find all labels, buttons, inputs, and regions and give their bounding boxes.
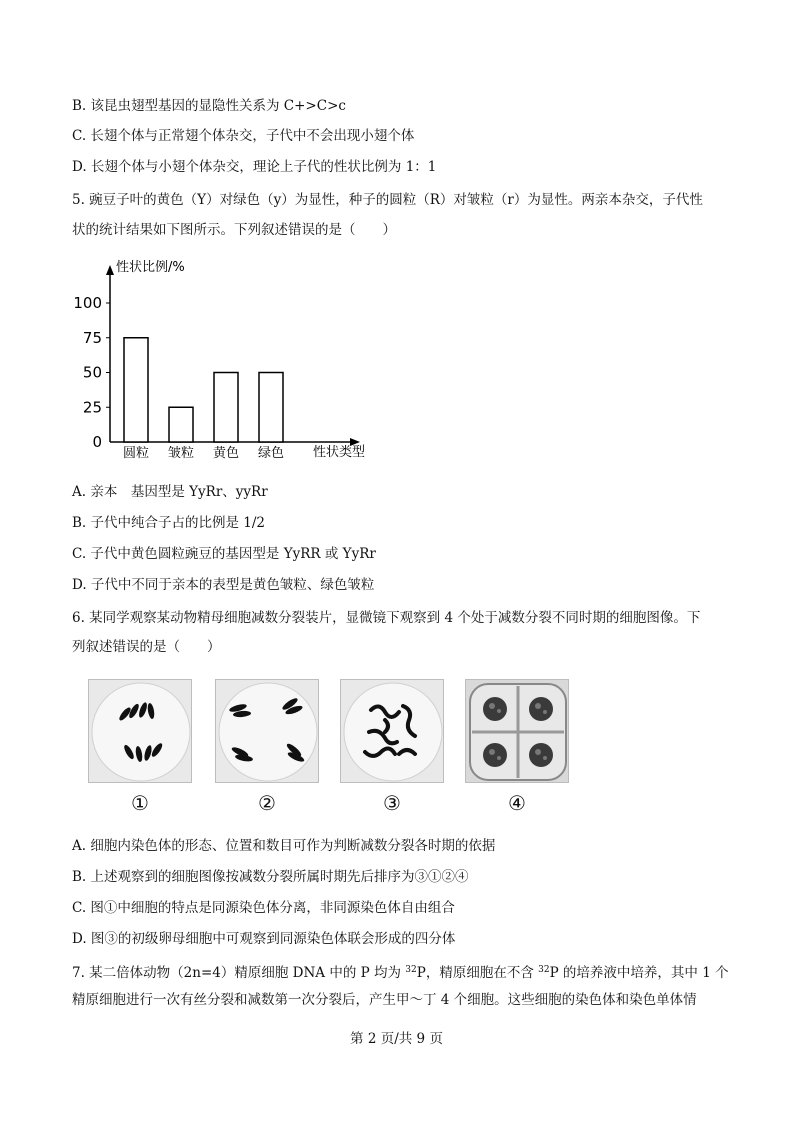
bar-绿色 [259, 373, 283, 443]
category-label: 皱粒 [167, 446, 195, 461]
cell-label-1: ① [131, 791, 149, 815]
q5-option-a: A. 亲本 基因型是 YyRr、yyRr [72, 484, 268, 500]
x-axis-label: 性状类型 [313, 445, 366, 460]
q6-stem-line2: 列叙述错误的是（ ） [72, 639, 221, 655]
q5-stem-line1: 5. 豌豆子叶的黄色（Y）对绿色（y）为显性，种子的圆粒（R）对皱粒（r）为显性。两亲本杂交，子代性 [72, 192, 703, 208]
y-tick-label: 100 [73, 294, 102, 312]
cell-image-3 [340, 679, 444, 783]
bar-圆粒 [124, 338, 148, 442]
y-axis-arrow [106, 265, 114, 275]
y-tick-label: 25 [82, 398, 102, 417]
category-label: 黄色 [212, 446, 240, 461]
cell-label-3: ③ [383, 791, 401, 815]
q6-stem-line1: 6. 某同学观察某动物精母细胞减数分裂装片，显微镜下观察到 4 个处于减数分裂不同时期的细胞图像。下 [72, 610, 701, 626]
q4-option-d: D. 长翅个体与小翅个体杂交，理论上子代的性状比例为 1：1 [72, 159, 437, 175]
cell-label-4: ④ [508, 791, 526, 815]
bar-黄色 [214, 373, 238, 443]
q6-option-a: A. 细胞内染色体的形态、位置和数目可作为判断减数分裂各时期的依据 [72, 838, 496, 854]
q6-option-d: D. 图③的初级卵母细胞中可观察到同源染色体联会形成的四分体 [72, 931, 456, 947]
q6-option-b: B. 上述观察到的细胞图像按减数分裂所属时期先后排序为③①②④ [72, 869, 469, 885]
q7-line1-part-b: P，精原细胞在不含 [416, 965, 539, 981]
q4-option-c: C. 长翅个体与正常翅个体杂交，子代中不会出现小翅个体 [72, 128, 415, 144]
q7-line1-part-a: 7. 某二倍体动物（2n=4）精原细胞 DNA 中的 P 均为 [72, 965, 406, 981]
bar-皱粒 [169, 407, 193, 442]
q5-option-c: C. 子代中黄色圆粒豌豆的基因型是 YyRR 或 YyRr [72, 546, 376, 562]
q7-sup-2: 32 [538, 965, 550, 975]
y-axis-label: 性状比例/% [116, 260, 185, 275]
cell-image-4 [465, 679, 569, 783]
q5-option-b: B. 子代中纯合子占的比例是 1/2 [72, 515, 266, 531]
page-footer: 第 2 页/共 9 页 [350, 1031, 443, 1047]
meiosis-cell-images [88, 679, 568, 819]
bar-chart-svg [70, 255, 390, 470]
category-label: 绿色 [257, 446, 285, 461]
y-tick-label: 75 [82, 328, 102, 347]
cell-image-1 [88, 679, 192, 783]
y-tick-label: 50 [82, 363, 102, 382]
q5-option-d: D. 子代中不同于亲本的表型是黄色皱粒、绿色皱粒 [72, 577, 375, 593]
y-tick-label: 0 [92, 433, 102, 451]
q6-option-c: C. 图①中细胞的特点是同源染色体分离，非同源染色体自由组合 [72, 900, 455, 916]
cell-image-2 [215, 679, 319, 783]
trait-ratio-chart [70, 255, 390, 470]
cell-label-2: ② [258, 791, 276, 815]
category-label: 圆粒 [122, 446, 150, 461]
q7-stem-line1 [72, 961, 729, 982]
q7-sup-1: 32 [405, 965, 417, 975]
q7-stem-line2: 精原细胞进行一次有丝分裂和减数第一次分裂后，产生甲～丁 4 个细胞。这些细胞的染色体和染色单体情 [72, 992, 697, 1008]
q5-stem-line2: 状的统计结果如下图所示。下列叙述错误的是（ ） [72, 222, 396, 238]
q4-option-b: B. 该昆虫翅型基因的显隐性关系为 C+>C>c [72, 98, 346, 114]
q7-line1-part-c: P 的培养液中培养，其中 1 个 [549, 965, 729, 981]
